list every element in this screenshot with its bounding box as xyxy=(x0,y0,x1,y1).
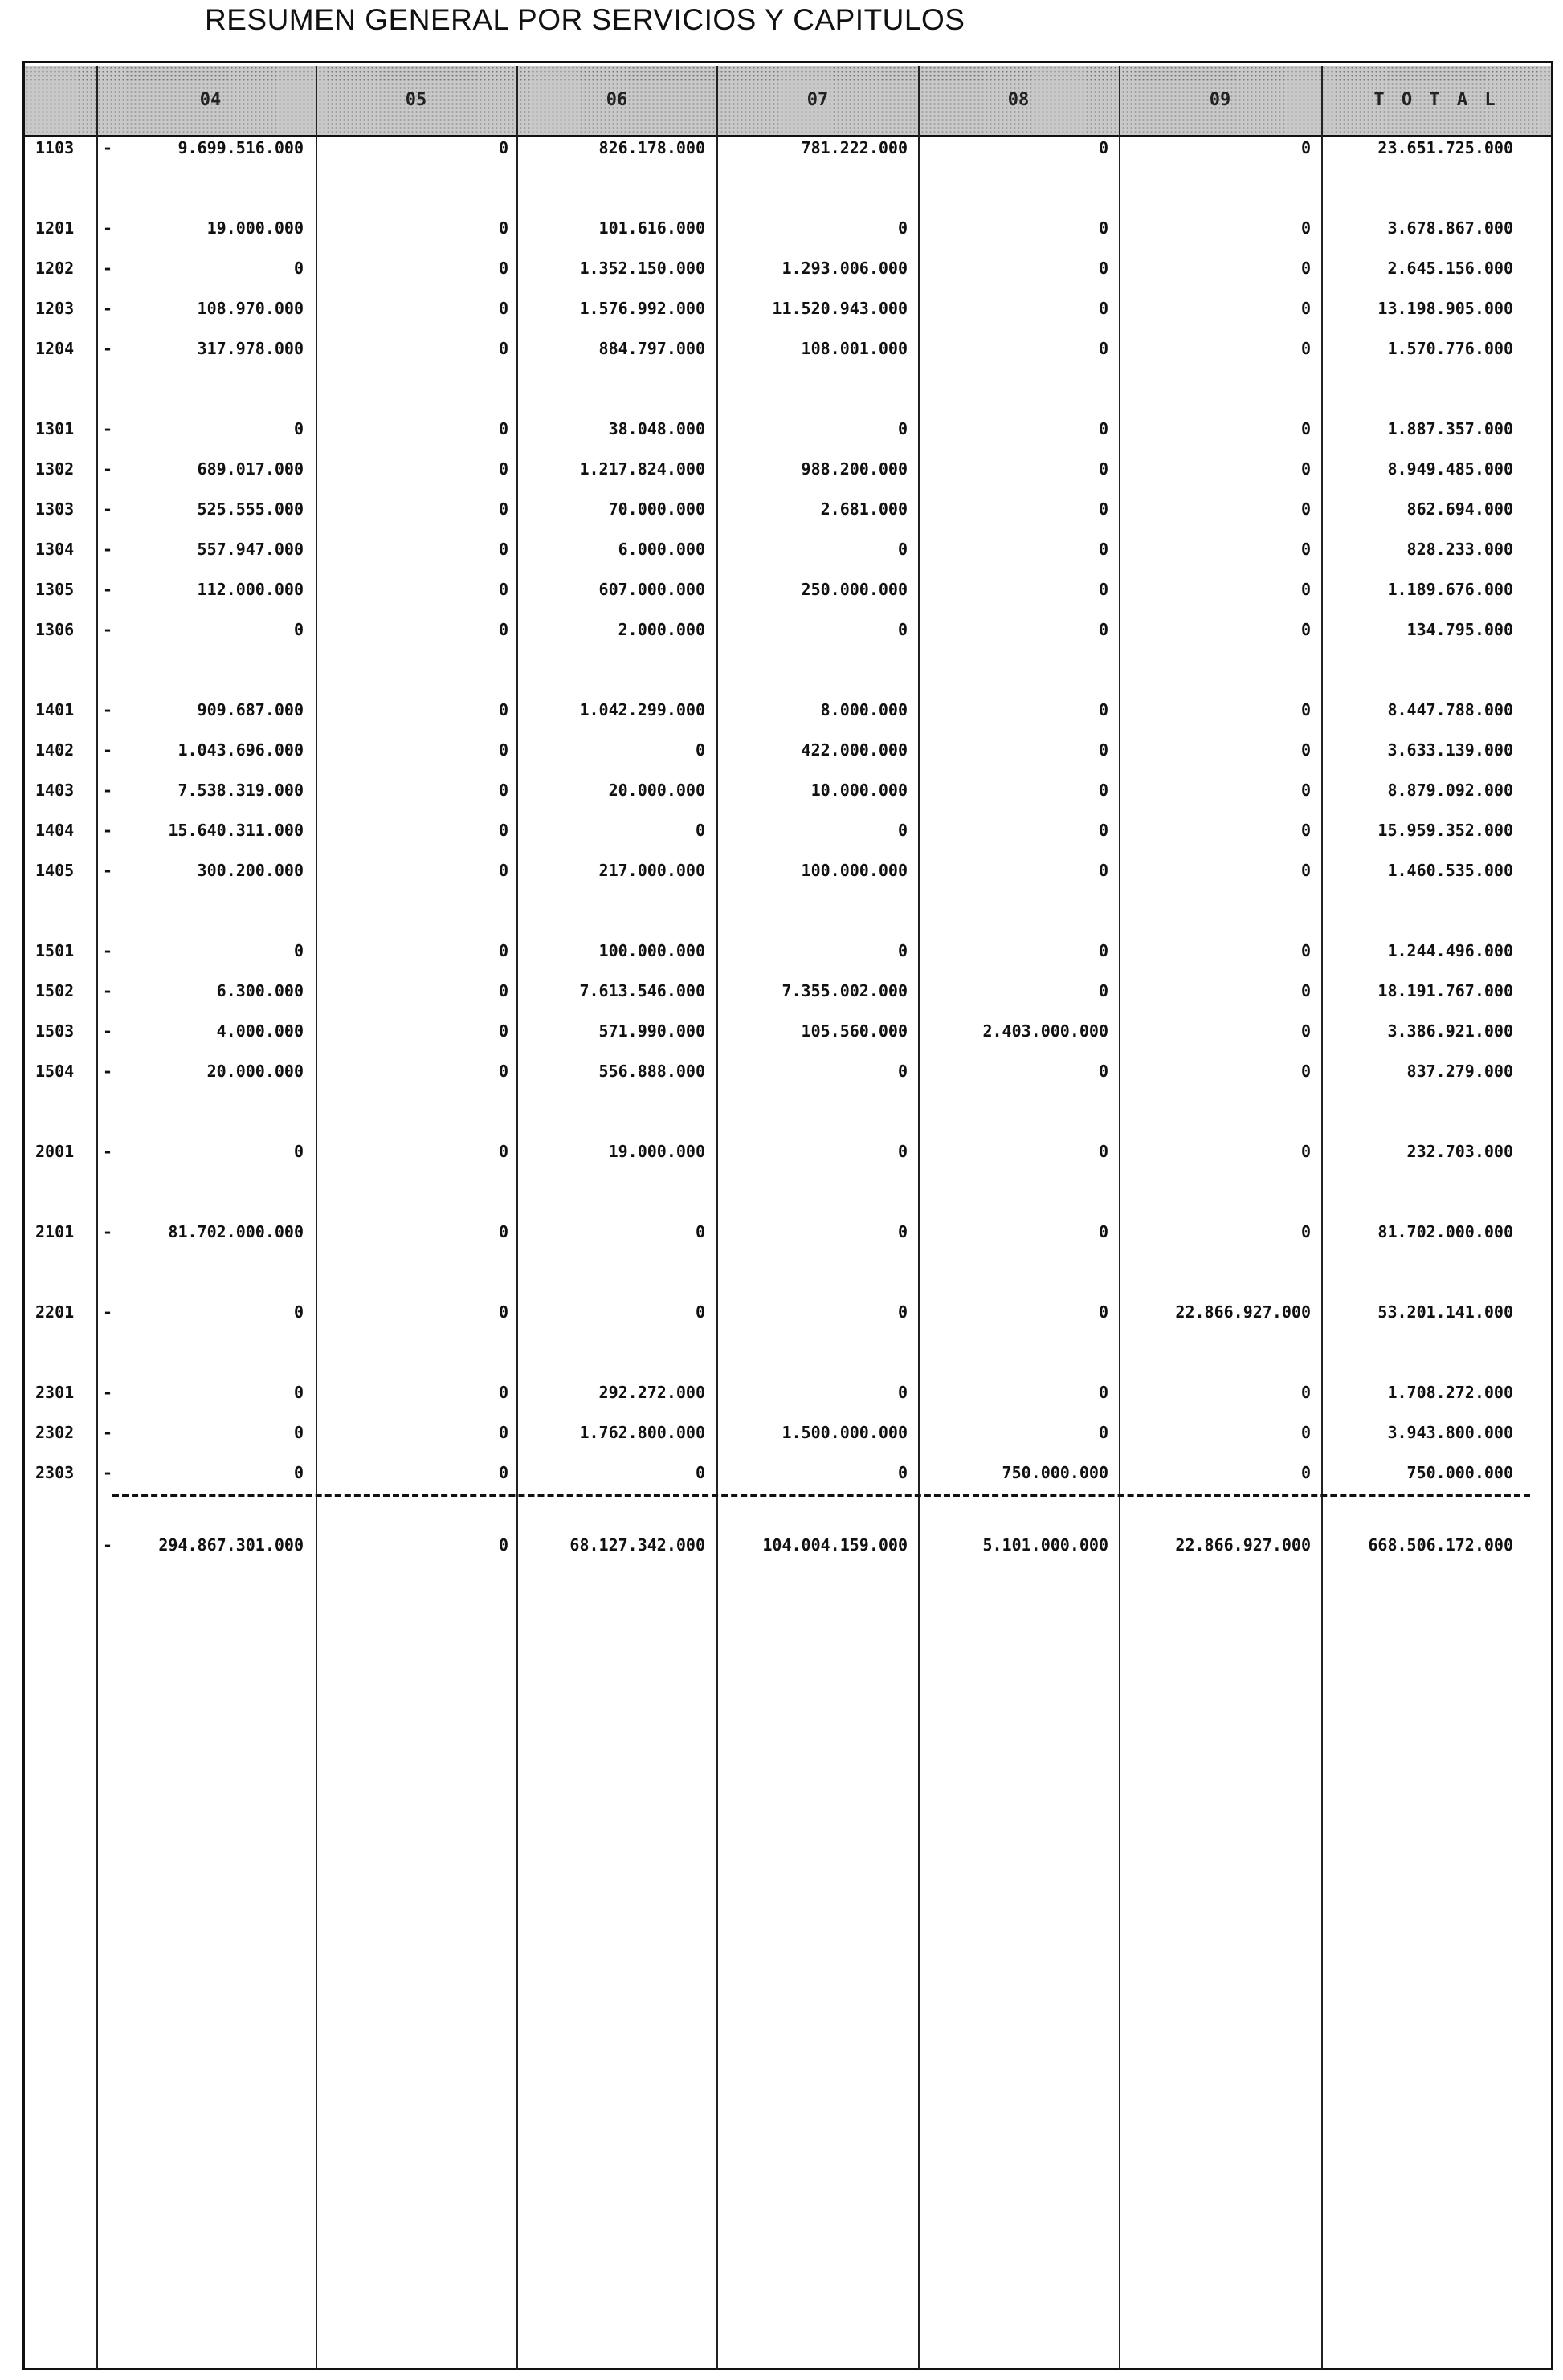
table-cell: 0 xyxy=(1098,1062,1108,1081)
row-code: 1404 xyxy=(35,821,75,840)
table-cell: 571.990.000 xyxy=(598,1021,705,1041)
table-cell: 19.000.000 xyxy=(608,1142,705,1161)
table-cell: 1.460.535.000 xyxy=(1387,861,1513,880)
table-cell: 0 xyxy=(498,1383,508,1402)
table-cell: 0 xyxy=(498,138,508,157)
table-cell: 19.000.000 xyxy=(206,218,304,238)
column-header: 06 xyxy=(606,90,628,110)
table-cell: 112.000.000 xyxy=(197,580,304,599)
table-cell: 1.244.496.000 xyxy=(1387,941,1513,960)
table-cell: 105.560.000 xyxy=(801,1021,908,1041)
table-cell: 0 xyxy=(897,1142,908,1161)
summary-table xyxy=(22,61,1553,2370)
row-dash: - xyxy=(103,861,113,880)
table-cell: 556.888.000 xyxy=(598,1062,705,1081)
row-code: 1504 xyxy=(35,1062,75,1081)
table-cell: 0 xyxy=(1300,419,1311,438)
table-cell: 884.797.000 xyxy=(598,339,705,358)
row-dash: - xyxy=(103,218,113,238)
table-cell: 0 xyxy=(293,1423,304,1442)
row-dash: - xyxy=(103,1142,113,1161)
total-cell: 68.127.342.000 xyxy=(569,1535,705,1555)
table-cell: 53.201.141.000 xyxy=(1377,1302,1513,1322)
row-dash: - xyxy=(103,780,113,800)
row-code: 1304 xyxy=(35,540,75,559)
table-cell: 0 xyxy=(293,620,304,639)
table-cell: 909.687.000 xyxy=(197,700,304,719)
table-cell: 988.200.000 xyxy=(801,459,908,479)
column-header: 04 xyxy=(199,90,222,110)
table-cell: 0 xyxy=(1098,1222,1108,1241)
table-cell: 0 xyxy=(293,419,304,438)
table-cell: 0 xyxy=(1300,821,1311,840)
table-cell: 0 xyxy=(498,1423,508,1442)
table-cell: 0 xyxy=(897,1222,908,1241)
table-cell: 8.000.000 xyxy=(820,700,908,719)
table-cell: 0 xyxy=(498,419,508,438)
row-code: 1306 xyxy=(35,620,75,639)
column-divider xyxy=(716,66,718,2369)
table-cell: 6.000.000 xyxy=(618,540,705,559)
table-cell: 3.386.921.000 xyxy=(1387,1021,1513,1041)
table-cell: 1.217.824.000 xyxy=(579,459,705,479)
total-cell: 22.866.927.000 xyxy=(1175,1535,1311,1555)
row-code: 1202 xyxy=(35,259,75,278)
table-cell: 607.000.000 xyxy=(598,580,705,599)
table-cell: 232.703.000 xyxy=(1406,1142,1513,1161)
table-cell: 0 xyxy=(498,821,508,840)
table-cell: 0 xyxy=(1098,339,1108,358)
table-cell: 38.048.000 xyxy=(608,419,705,438)
table-cell: 0 xyxy=(897,419,908,438)
row-dash: - xyxy=(103,1021,113,1041)
table-cell: 0 xyxy=(293,259,304,278)
table-cell: 13.198.905.000 xyxy=(1377,299,1513,318)
table-cell: 0 xyxy=(293,1142,304,1161)
table-cell: 0 xyxy=(1300,540,1311,559)
table-cell: 7.613.546.000 xyxy=(579,981,705,1000)
row-dash: - xyxy=(103,620,113,639)
table-cell: 8.879.092.000 xyxy=(1387,780,1513,800)
table-cell: 18.191.767.000 xyxy=(1377,981,1513,1000)
row-code: 2302 xyxy=(35,1423,75,1442)
row-code: 1503 xyxy=(35,1021,75,1041)
column-header: 09 xyxy=(1209,90,1231,110)
table-cell: 0 xyxy=(498,1062,508,1081)
table-cell: 1.043.696.000 xyxy=(178,740,304,760)
table-cell: 70.000.000 xyxy=(608,499,705,519)
table-cell: 250.000.000 xyxy=(801,580,908,599)
row-dash: - xyxy=(103,821,113,840)
column-divider xyxy=(1321,66,1323,2369)
table-cell: 1.189.676.000 xyxy=(1387,580,1513,599)
table-cell: 0 xyxy=(897,540,908,559)
table-cell: 2.403.000.000 xyxy=(982,1021,1108,1041)
table-cell: 862.694.000 xyxy=(1406,499,1513,519)
table-cell: 0 xyxy=(1300,459,1311,479)
totals-dash: - xyxy=(103,1535,113,1555)
table-cell: 0 xyxy=(1300,941,1311,960)
table-cell: 557.947.000 xyxy=(197,540,304,559)
table-cell: 0 xyxy=(1300,780,1311,800)
row-code: 1201 xyxy=(35,218,75,238)
table-cell: 4.000.000 xyxy=(216,1021,304,1041)
table-cell: 0 xyxy=(1300,740,1311,760)
row-dash: - xyxy=(103,1302,113,1322)
table-cell: 0 xyxy=(1098,218,1108,238)
table-cell: 0 xyxy=(897,1463,908,1482)
row-code: 1303 xyxy=(35,499,75,519)
table-cell: 0 xyxy=(1098,138,1108,157)
table-cell: 0 xyxy=(498,299,508,318)
table-cell: 0 xyxy=(1098,580,1108,599)
table-cell: 100.000.000 xyxy=(598,941,705,960)
table-cell: 0 xyxy=(695,1222,705,1241)
table-cell: 2.000.000 xyxy=(618,620,705,639)
row-dash: - xyxy=(103,499,113,519)
table-cell: 0 xyxy=(1098,700,1108,719)
total-cell: 104.004.159.000 xyxy=(762,1535,908,1555)
total-cell: 5.101.000.000 xyxy=(982,1535,1108,1555)
table-cell: 2.681.000 xyxy=(820,499,908,519)
table-cell: 108.001.000 xyxy=(801,339,908,358)
table-cell: 1.762.800.000 xyxy=(579,1423,705,1442)
page-title: RESUMEN GENERAL POR SERVICIOS Y CAPITULOS xyxy=(205,3,965,36)
table-cell: 828.233.000 xyxy=(1406,540,1513,559)
table-cell: 8.447.788.000 xyxy=(1387,700,1513,719)
table-cell: 7.355.002.000 xyxy=(782,981,908,1000)
total-cell: 0 xyxy=(498,1535,508,1555)
table-cell: 1.887.357.000 xyxy=(1387,419,1513,438)
table-cell: 0 xyxy=(498,1222,508,1241)
column-divider xyxy=(1119,66,1120,2369)
table-cell: 11.520.943.000 xyxy=(772,299,908,318)
table-cell: 0 xyxy=(1300,1423,1311,1442)
table-cell: 0 xyxy=(1300,339,1311,358)
table-cell: 0 xyxy=(1098,861,1108,880)
row-dash: - xyxy=(103,580,113,599)
table-cell: 0 xyxy=(1098,1302,1108,1322)
row-code: 1405 xyxy=(35,861,75,880)
table-cell: 15.640.311.000 xyxy=(168,821,304,840)
table-cell: 0 xyxy=(1098,1142,1108,1161)
row-code: 1403 xyxy=(35,780,75,800)
table-cell: 0 xyxy=(498,981,508,1000)
table-cell: 0 xyxy=(498,620,508,639)
row-code: 1203 xyxy=(35,299,75,318)
table-cell: 8.949.485.000 xyxy=(1387,459,1513,479)
row-code: 2301 xyxy=(35,1383,75,1402)
row-dash: - xyxy=(103,1062,113,1081)
table-cell: 15.959.352.000 xyxy=(1377,821,1513,840)
table-cell: 525.555.000 xyxy=(197,499,304,519)
table-cell: 81.702.000.000 xyxy=(168,1222,304,1241)
table-cell: 1.042.299.000 xyxy=(579,700,705,719)
row-dash: - xyxy=(103,1222,113,1241)
table-cell: 0 xyxy=(498,861,508,880)
row-dash: - xyxy=(103,981,113,1000)
table-cell: 1.293.006.000 xyxy=(782,259,908,278)
table-cell: 81.702.000.000 xyxy=(1377,1222,1513,1241)
table-cell: 1.570.776.000 xyxy=(1387,339,1513,358)
table-cell: 0 xyxy=(498,459,508,479)
table-cell: 0 xyxy=(897,218,908,238)
row-dash: - xyxy=(103,1383,113,1402)
table-cell: 0 xyxy=(1098,299,1108,318)
row-code: 2101 xyxy=(35,1222,75,1241)
table-cell: 0 xyxy=(897,941,908,960)
table-cell: 7.538.319.000 xyxy=(178,780,304,800)
table-cell: 0 xyxy=(1300,981,1311,1000)
table-cell: 0 xyxy=(1098,821,1108,840)
row-dash: - xyxy=(103,259,113,278)
table-cell: 0 xyxy=(1098,259,1108,278)
table-cell: 3.678.867.000 xyxy=(1387,218,1513,238)
table-cell: 0 xyxy=(498,259,508,278)
column-header: 08 xyxy=(1007,90,1030,110)
row-code: 1302 xyxy=(35,459,75,479)
table-cell: 0 xyxy=(1098,620,1108,639)
table-cell: 0 xyxy=(1300,700,1311,719)
table-cell: 108.970.000 xyxy=(197,299,304,318)
column-divider xyxy=(918,66,920,2369)
table-cell: 0 xyxy=(293,941,304,960)
table-cell: 0 xyxy=(1300,620,1311,639)
totals-separator xyxy=(112,1494,1530,1497)
table-cell: 0 xyxy=(1300,1021,1311,1041)
table-cell: 781.222.000 xyxy=(801,138,908,157)
table-cell: 750.000.000 xyxy=(1002,1463,1108,1482)
table-cell: 0 xyxy=(293,1383,304,1402)
table-cell: 0 xyxy=(695,1463,705,1482)
table-cell: 292.272.000 xyxy=(598,1383,705,1402)
column-divider xyxy=(316,66,317,2369)
row-dash: - xyxy=(103,299,113,318)
table-cell: 100.000.000 xyxy=(801,861,908,880)
table-cell: 0 xyxy=(897,1302,908,1322)
table-cell: 0 xyxy=(1300,299,1311,318)
table-cell: 9.699.516.000 xyxy=(178,138,304,157)
row-code: 2303 xyxy=(35,1463,75,1482)
table-cell: 0 xyxy=(498,580,508,599)
table-cell: 0 xyxy=(1300,138,1311,157)
table-cell: 0 xyxy=(1098,459,1108,479)
table-cell: 0 xyxy=(695,740,705,760)
table-cell: 20.000.000 xyxy=(206,1062,304,1081)
table-cell: 0 xyxy=(1300,580,1311,599)
row-code: 2201 xyxy=(35,1302,75,1322)
row-code: 1401 xyxy=(35,700,75,719)
table-cell: 0 xyxy=(498,1302,508,1322)
table-cell: 1.576.992.000 xyxy=(579,299,705,318)
column-header: 07 xyxy=(806,90,829,110)
row-dash: - xyxy=(103,1463,113,1482)
row-code: 1204 xyxy=(35,339,75,358)
table-cell: 0 xyxy=(498,700,508,719)
table-cell: 0 xyxy=(293,1463,304,1482)
table-cell: 0 xyxy=(498,740,508,760)
table-cell: 22.866.927.000 xyxy=(1175,1302,1311,1322)
table-cell: 0 xyxy=(897,1062,908,1081)
table-cell: 0 xyxy=(498,499,508,519)
table-cell: 101.616.000 xyxy=(598,218,705,238)
row-code: 1305 xyxy=(35,580,75,599)
row-dash: - xyxy=(103,419,113,438)
table-cell: 0 xyxy=(1300,1062,1311,1081)
table-cell: 0 xyxy=(1098,1383,1108,1402)
table-cell: 0 xyxy=(1300,218,1311,238)
table-cell: 0 xyxy=(498,339,508,358)
table-cell: 317.978.000 xyxy=(197,339,304,358)
table-cell: 422.000.000 xyxy=(801,740,908,760)
table-cell: 3.943.800.000 xyxy=(1387,1423,1513,1442)
column-divider xyxy=(96,66,98,2369)
table-cell: 0 xyxy=(498,1021,508,1041)
table-cell: 0 xyxy=(897,620,908,639)
column-header: 05 xyxy=(405,90,427,110)
table-cell: 20.000.000 xyxy=(608,780,705,800)
table-cell: 0 xyxy=(498,1463,508,1482)
table-cell: 0 xyxy=(1098,981,1108,1000)
column-header: T O T A L xyxy=(1373,90,1499,110)
table-cell: 0 xyxy=(1098,499,1108,519)
table-cell: 0 xyxy=(1300,1142,1311,1161)
table-cell: 0 xyxy=(1300,1463,1311,1482)
row-dash: - xyxy=(103,740,113,760)
row-dash: - xyxy=(103,700,113,719)
table-cell: 0 xyxy=(1300,1383,1311,1402)
row-dash: - xyxy=(103,459,113,479)
row-code: 1501 xyxy=(35,941,75,960)
row-dash: - xyxy=(103,941,113,960)
table-cell: 0 xyxy=(1098,1423,1108,1442)
row-dash: - xyxy=(103,540,113,559)
table-cell: 10.000.000 xyxy=(810,780,908,800)
table-cell: 0 xyxy=(1098,540,1108,559)
total-cell: 668.506.172.000 xyxy=(1368,1535,1513,1555)
total-cell: 294.867.301.000 xyxy=(158,1535,304,1555)
table-cell: 0 xyxy=(498,780,508,800)
row-dash: - xyxy=(103,339,113,358)
table-cell: 0 xyxy=(1300,259,1311,278)
table-cell: 0 xyxy=(897,1383,908,1402)
table-cell: 689.017.000 xyxy=(197,459,304,479)
table-cell: 1.708.272.000 xyxy=(1387,1383,1513,1402)
table-cell: 3.633.139.000 xyxy=(1387,740,1513,760)
table-cell: 134.795.000 xyxy=(1406,620,1513,639)
table-cell: 2.645.156.000 xyxy=(1387,259,1513,278)
table-cell: 23.651.725.000 xyxy=(1377,138,1513,157)
row-dash: - xyxy=(103,138,113,157)
row-code: 2001 xyxy=(35,1142,75,1161)
row-code: 1502 xyxy=(35,981,75,1000)
row-code: 1301 xyxy=(35,419,75,438)
table-cell: 1.500.000.000 xyxy=(782,1423,908,1442)
table-cell: 0 xyxy=(897,821,908,840)
table-cell: 6.300.000 xyxy=(216,981,304,1000)
table-cell: 0 xyxy=(1098,419,1108,438)
table-cell: 217.000.000 xyxy=(598,861,705,880)
table-cell: 0 xyxy=(498,540,508,559)
table-cell: 0 xyxy=(498,941,508,960)
table-cell: 1.352.150.000 xyxy=(579,259,705,278)
row-code: 1103 xyxy=(35,138,75,157)
table-cell: 0 xyxy=(498,1142,508,1161)
table-cell: 0 xyxy=(1098,740,1108,760)
table-cell: 0 xyxy=(1300,1222,1311,1241)
table-cell: 826.178.000 xyxy=(598,138,705,157)
row-dash: - xyxy=(103,1423,113,1442)
table-cell: 0 xyxy=(1300,499,1311,519)
table-cell: 0 xyxy=(1300,861,1311,880)
table-cell: 750.000.000 xyxy=(1406,1463,1513,1482)
table-cell: 0 xyxy=(1098,941,1108,960)
table-cell: 837.279.000 xyxy=(1406,1062,1513,1081)
row-code: 1402 xyxy=(35,740,75,760)
table-cell: 0 xyxy=(695,1302,705,1322)
table-cell: 0 xyxy=(293,1302,304,1322)
table-cell: 0 xyxy=(1098,780,1108,800)
table-cell: 300.200.000 xyxy=(197,861,304,880)
table-cell: 0 xyxy=(695,821,705,840)
column-divider xyxy=(516,66,518,2369)
table-cell: 0 xyxy=(498,218,508,238)
